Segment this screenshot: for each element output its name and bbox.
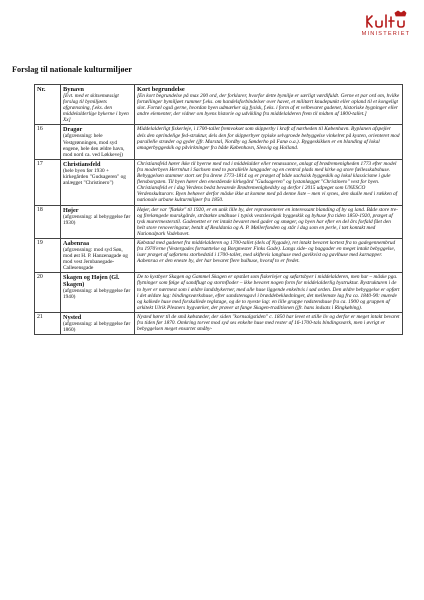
header-kort [135,85,403,125]
table-row [35,205,403,238]
ministry-logo [360,10,412,37]
row-nr: 20 [35,273,61,313]
row-nr: 17 [35,159,61,205]
table-header-row [35,85,403,125]
row-nr: 21 [35,312,61,334]
row-city-area: (afgrænsning: hele Vestgrønningen, mod syd engene, hele den ældre havn, mod nord ca. ved Løkkevej) [63,133,125,158]
row-bynavn [61,312,135,334]
row-city-area: (afgrænsning: al bebyggelse før 1940) [63,288,131,301]
table-row [35,238,403,272]
page-title: Forslag til nationale kulturmiljøer [12,65,132,74]
row-city-name: Skagen og Højen (Gl. Skagen) [63,274,120,289]
row-description: Købstad med gadenet fra middelalderen og 1700-tallet (dels af Nygade), ret intakt bevaret kortest fra to gadegennembrud fra 1970'erne (Vestergades fortsættelse og Borgmester Finks Gade). Langs side- og baggader en meget intakt bebyggelse, især præget af søfartens storhedstid i 1700-tallet, med skiftevis langhuse med gavlkvist og gavlhuse med karnapper. Aabenraa er den eneste by, der har bevaret flere bulhuse, hvoraf to er fredet. [135,238,403,272]
ministry-text: MINISTERIET [361,31,411,37]
header-bynavn-label: Bynavn [63,86,84,93]
row-city-area: (hele byen før 1930 + kirkegården "Gudsageren" og anlægget "Christinero") [63,167,126,187]
row-city-area: (afgrænsning: al bebyggelse før 1930) [63,213,131,226]
row-city-name: Nysted [63,313,82,321]
row-city-name: Dragør [63,126,83,134]
row-city-area: (afgrænsning: mod syd Søn, mod øst H. P. Hanzenagade og mod vest Jernbanegade-Callesensgade [63,246,128,272]
table-row [35,125,403,159]
row-nr: 18 [35,205,61,238]
row-city-name: Christiansfeld [63,160,101,168]
header-bynavn-note: [Evt. med et skitsemæssigt forslag til bymiljøets afgrænsning, f.eks. den middelalderlige bykerne i byen Xx] [63,93,129,124]
table-row [35,312,403,334]
header-nr-label: Nr. [37,86,46,93]
culture-environment-table [34,84,403,335]
row-description: Christiansfeld hører ikke til byerne med rod i middelalder eller renæssance, anlagt af brødremenigheden 1773 efter model fra moderbyen Herrnhut i Sachsen med to parallelle langgader og en central plads med kirke og store fællesskabshuse. Bebyggelsen stammer stort set fra årene 1773-1814 og er præget af både sachsisk byggeskik og lokal klassicisme i gule flensborgsten. Til byen hører den enestående kirkegård "Gudsageren" og lystanlægget "Christinero" vest for byen. Christiansfeld er i dag Verdens bedst bevarede Brødremenighedsby og derfor i 2015 udpeget som UNESCO Verdenskulturarv. Byen behøver derfor måske ikke at komme med på denne liste – men vi synes, den skulle med i rækken af nationale urbane kulturmiljøer fra 1850. [135,159,403,205]
row-bynavn [61,159,135,205]
row-description: De to kystbyer Skagen og Gammel Skagen er opstået som fiskerlejer og søfartsbyer i middelalderen, men har – måske pga. flytninger som følge af sandflugt og stormfloder – ikke bevaret nogen form for middelalderlig bystruktur. Bystrukturen i de to byer er nærmest som i ældre landsbykerner, med alle huse liggende enkeltvis i sød orden. Den ældre bebyggelse er opført i det ældste lag: bindingsværkshuse, efter sandstensgavl i bræddebeklædninger, det mellemste lag fra ca. 1840-90: murede og kalkede huse med forskallede teglstage, og de to nyeste lag: en lille gruppe rødstenshuse fra ca. 1900 og gruppen af arkitekt Ulrik Plesners bygværker, der prøver at fange Skagen-traditionen (jfr. hans indsats i Ringkøbing). [135,273,403,313]
row-nr: 16 [35,125,61,159]
table-row [35,159,403,205]
row-description: Middelalderligt fiskerleje, i 1700-tallet fremvokset som skipperby i kraft af nærheden til København. Byplanen afspejler dels den oprindelige fed-struktur, dels den for skipperbyer typiske selvgroede bebyggelse vinkelret på kysten, orienteret mod parallelle stræder og gyder (jfr. Marstal, Nordby og Sønderho på Fanø o.a.). Byggeskikken er en blanding af lokal amagerbyggeskik og påvirkninger fra både København, Slesvig og Holland. [135,125,403,159]
header-kort-note: [En kort begrundelse på max 200 ord, der forklarer, hvorfor dette bymiljø er særligt værdifuldt. Gerne et par ord om, hvilke fortællinger bymiljøet rummer f.eks. om handelsforbindelser over havet, et militært knudepunkt eller opland til et kongeligt slot. Fortæl også gerne, hvordan byen udmærker sig fysisk, f.eks. i form af et velbevaret gadenet, historiske bygninger eller andre elementer, der vidner om byens historie og udvikling fra middelalderen frem til midten af 1800-tallet.] [137,93,400,118]
row-bynavn [61,125,135,159]
row-city-area: (afgrænsning: al bebyggelse før 1860) [63,320,131,333]
row-bynavn [61,238,135,272]
row-description: Højer, der var "flække" til 1920, er en unik lille by, der repræsenterer en interessant blanding af by og land. Både store tre- og firelængede marskgårde, stråtækte småhuse i typisk vestslesvigsk byggeskik og byhuse fra tiden 1850-1920, præget af tysk murermesterstil. Gadenettet er ret intakt bevaret med gader og smøger, og byen har efter en del års forfald fået den helt store renoveringstur, betalt af Realdania og A. P. Møllerfonden og står i dag som en perle, i tæt kontakt med Nationalpark Vadehavet. [135,205,403,238]
header-bynavn [61,85,135,125]
row-bynavn [61,273,135,313]
header-nr [35,85,61,125]
row-nr: 19 [35,238,61,272]
crown-icon [364,10,408,30]
row-city-name: Aabenraa [63,239,90,247]
header-kort-label: Kort begrundelse [137,86,185,93]
row-bynavn [61,205,135,238]
row-city-name: Højer [63,206,79,214]
row-description: Nysted hører til de små købstæder, der siden "kornsalgstiden" c. 1850 har levet et stille liv og derfor er meget intakt bevaret fra tiden før 1870. Omkring torvet mod syd ses enkelte huse med rester af 16-1700-tals bindingsværk, men i øvrigt er bebyggelsen meget ensartet småby- [135,312,403,334]
table-row [35,273,403,313]
